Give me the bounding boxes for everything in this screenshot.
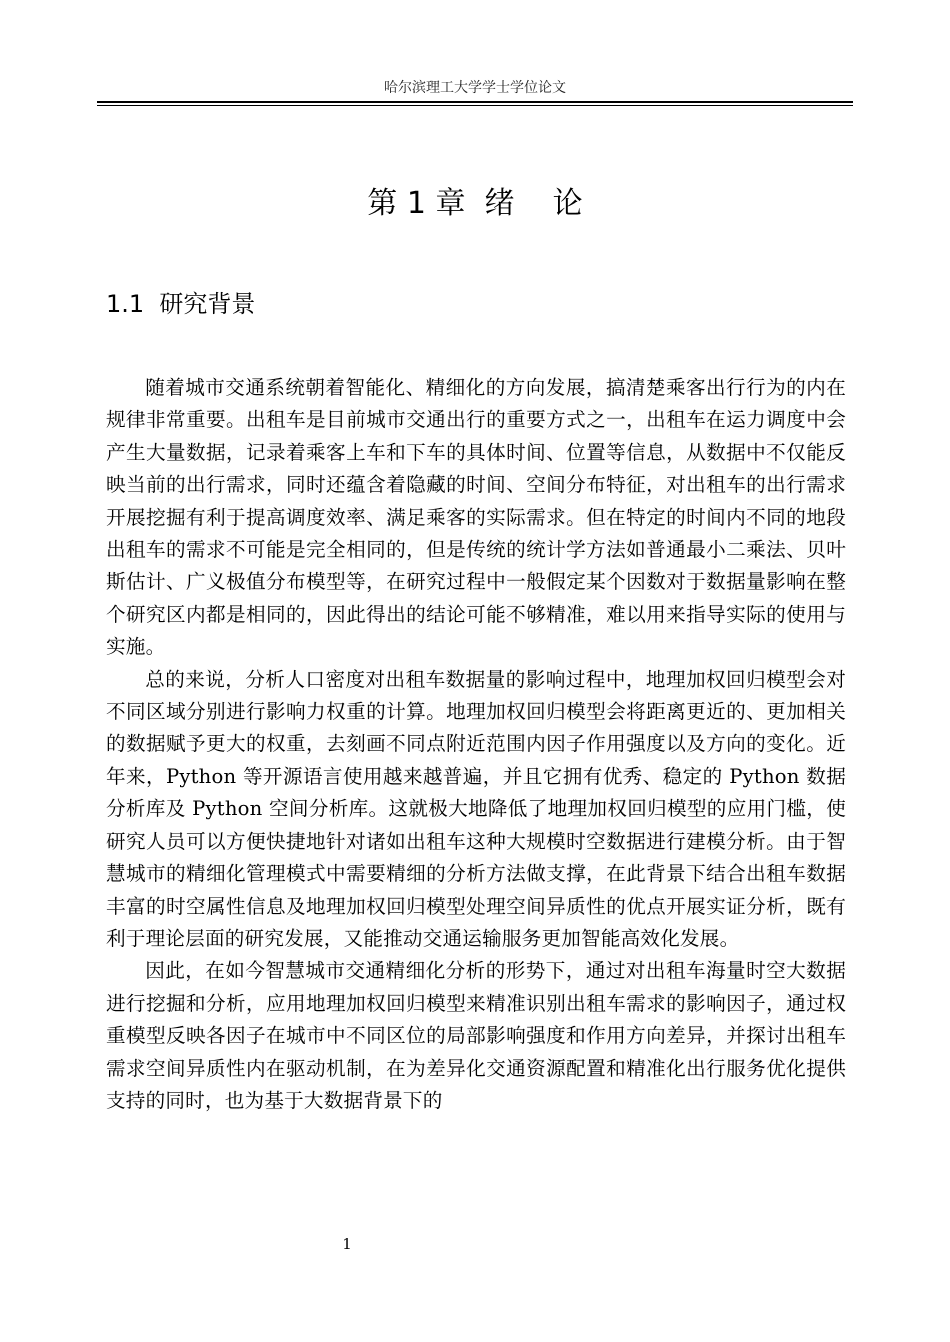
paragraph-2: 总的来说，分析人口密度对出租车数据量的影响过程中，地理加权回归模型会对不同区域分别进行影响力权重的计算。地理加权回归模型会将距离更近的、更加相关的数据赋予更大的权重，去刻画不同点附近范围内因子作用强度以及方向的变化。近年来，Python 等开源语言使用越来越普遍，并且它拥有优秀、稳定的 Python 数据分析库及 Python 空间分析库。这就极大地降低了地理加权回归模型的应用门槛，使研究人员可以方便快捷地针对诸如出租车这种大规模时空数据进行建模分析。由于智慧城市的精细化管理模式中需要精细的分析方法做支撑，在此背景下结合出租车数据丰富的时空属性信息及地理加权回归模型处理空间异质性的优点开展实证分析，既有利于理论层面的研究发展，又能推动交通运输服务更加智能高效化发展。 <box>106 667 846 950</box>
header-rule-thin <box>97 105 853 106</box>
section-heading: 1.1 研究背景 <box>106 290 256 318</box>
chapter-title: 第 1 章 绪 论 <box>367 186 583 221</box>
running-header: 哈尔滨理工大学学士学位论文 <box>384 80 566 96</box>
header-rule-thick <box>97 101 853 103</box>
paragraph-1: 随着城市交通系统朝着智能化、精细化的方向发展，搞清楚乘客出行行为的内在规律非常重要。出租车是目前城市交通出行的重要方式之一，出租车在运力调度中会产生大量数据，记录着乘客上车和下车的具体时间、位置等信息，从数据中不仅能反映当前的出行需求，同时还蕴含着隐藏的时间、空间分布特征，对出租车的出行需求开展挖掘有利于提高调度效率、满足乘客的实际需求。但在特定的时间内不同的地段出租车的需求不可能是完全相同的，但是传统的统计学方法如普通最小二乘法、贝叶斯估计、广义极值分布模型等，在研究过程中一般假定某个因数对于数据量影响在整个研究区内都是相同的，因此得出的结论可能不够精准，难以用来指导实际的使用与实施。 <box>106 376 846 659</box>
paragraph-3: 因此，在如今智慧城市交通精细化分析的形势下，通过对出租车海量时空大数据进行挖掘和分析，应用地理加权回归模型来精准识别出租车需求的影响因子，通过权重模型反映各因子在城市中不同区位的局部影响强度和作用方向差异，并探讨出租车需求空间异质性内在驱动机制，在为差异化交通资源配置和精准化出行服务优化提供支持的同时，也为基于大数据背景下的 <box>106 959 846 1112</box>
page-number: 1 <box>342 1235 352 1253</box>
body-text <box>106 372 846 1117</box>
